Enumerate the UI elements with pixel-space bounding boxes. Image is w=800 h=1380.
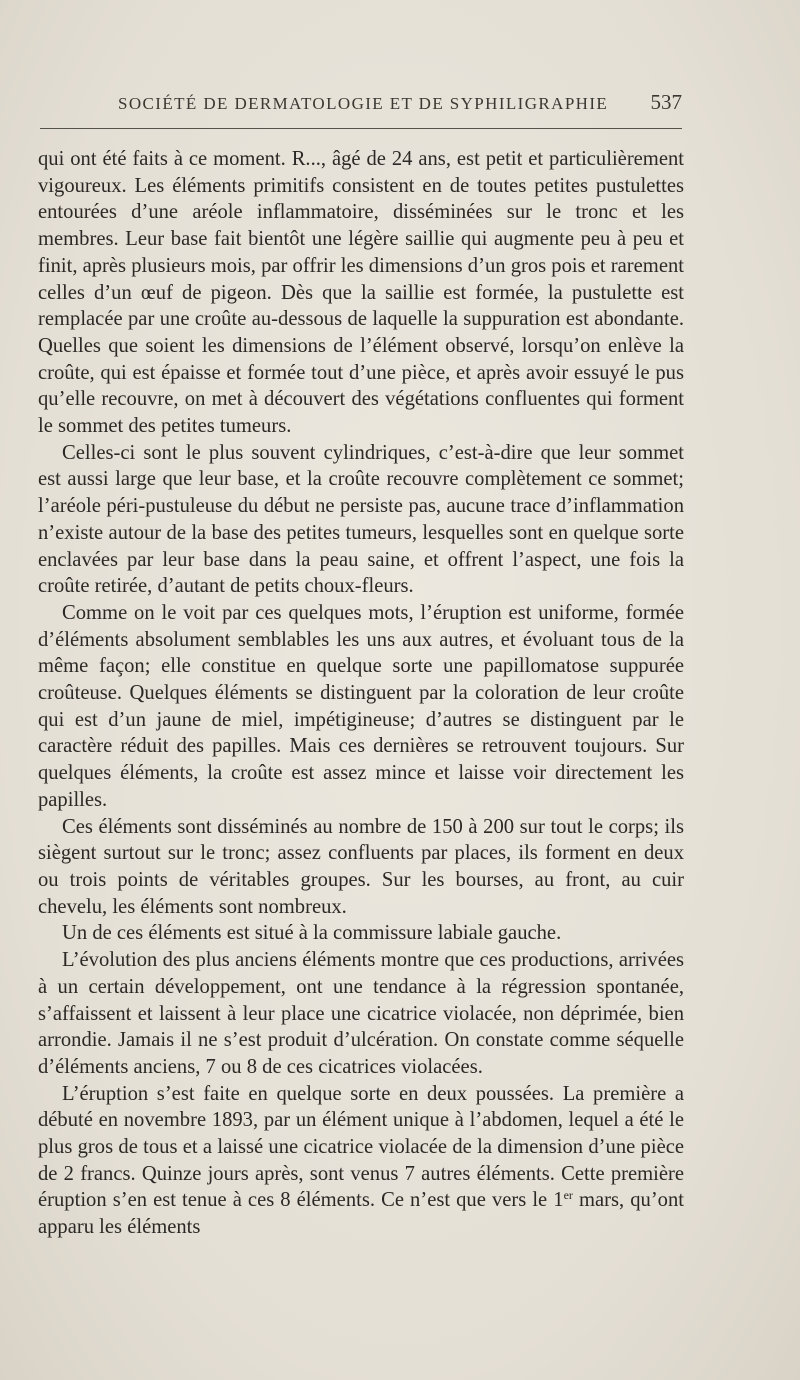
paragraph-text: L’éruption s’est faite en quelque sorte en deux poussées. La première a débuté en novembre 1893, par un élément unique à l’abdomen, lequel a été le plus gros de tous et a laissé une cicatrice violacée de la dimension d’une pièce de 2 francs. Quinze jours après, sont venus 7 autres éléments. Cette première éruption s’en est tenue à ces 8 éléments. Ce n’est que vers le 1 (38, 1082, 684, 1212)
paragraph: Comme on le voit par ces quelques mots, l’éruption est uniforme, formée d’éléments absolument semblables les uns aux autres, et évoluant tous de la même façon; elle constitue en quelque sorte une papillomatose suppurée croûteuse. Quelques éléments se distinguent par la coloration de leur croûte qui est d’un jaune de miel, impétigineuse; d’autres se distinguent par le caractère réduit des papilles. Mais ces dernières se retrouvent toujours. Sur quelques éléments, la croûte est assez mince et laisse voir directement les papilles. (38, 601, 684, 811)
header-rule (40, 128, 682, 129)
paragraph: Un de ces éléments est situé à la commissure labiale gauche. (62, 922, 562, 945)
paragraph-text: mars, qu’ont apparu les éléments (38, 1189, 685, 1239)
running-title: SOCIÉTÉ DE DERMATOLOGIE ET DE SYPHILIGRAPHIE (118, 94, 609, 113)
paragraph: L’évolution des plus anciens éléments montre que ces productions, arrivées à un certain développement, ont une tendance à la régression spontanée, s’affaissent et laissent à leur place une cicatrice violacée, non déprimée, bien arrondie. Jamais il ne s’est produit d’ulcération. On constate comme séquelle d’éléments anciens, 7 ou 8 de ces cicatrices violacées. (38, 949, 684, 1078)
paragraph: Ces éléments sont disséminés au nombre de 150 à 200 sur tout le corps; ils siègent surtout sur le tronc; assez confluents par places, ils forment en deux ou trois points de véritables groupes. Sur les bourses, au front, au cuir chevelu, les éléments sont nombreux. (38, 815, 684, 918)
paragraph (38, 1081, 684, 1241)
paragraph: qui ont été faits à ce moment. R..., âgé de 24 ans, est petit et particulièrement vigoureux. Les éléments primitifs consistent en de toutes petites pustulettes entourées d’une aréole inflammatoire, disséminées sur le tronc et les membres. Leur base fait bientôt une légère saillie qui augmente peu à peu et finit, après plusieurs mois, par offrir les dimensions d’un gros pois et rarement celles d’un œuf de pigeon. Dès que la saillie est formée, la pustulette est remplacée par une croûte au-dessous de laquelle la suppuration est abondante. Quelles que soient les dimensions de l’élément observé, lorsqu’on enlève la croûte, qui est épaisse et formée tout d’une pièce, et après avoir essuyé le pus qu’elle recouvre, on met à découvert des végétations confluentes qui forment le sommet des petites tumeurs. (38, 148, 684, 438)
body-text (38, 146, 684, 1241)
paragraph: Celles-ci sont le plus souvent cylindriques, c’est-à-dire que leur sommet est aussi large que leur base, et la croûte recouvre complètement ce sommet; l’aréole péri-pustuleuse du début ne persiste pas, aucune trace d’inflammation n’existe autour de la base des petites tumeurs, lesquelles sont en quelque sorte enclavées par leur base dans la peau saine, et offrent l’aspect, une fois la croûte retirée, d’autant de petits choux-fleurs. (38, 441, 684, 598)
page-number: 537 (650, 90, 682, 114)
page-header (38, 90, 682, 120)
ordinal-superscript: er (563, 1188, 573, 1203)
